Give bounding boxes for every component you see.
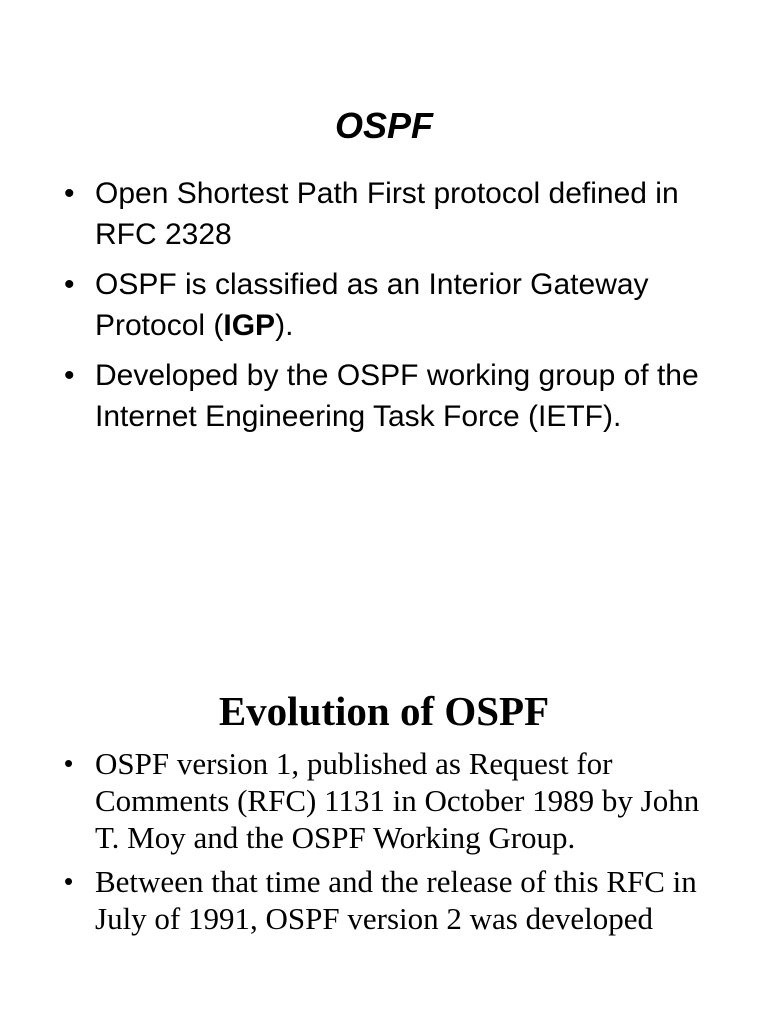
ospf-bullet-list bbox=[60, 173, 720, 446]
bullet-text-bold: IGP bbox=[223, 309, 276, 342]
bullet-text: Open Shortest Path First protocol defined in RFC 2328 bbox=[95, 177, 679, 251]
bullet-item bbox=[60, 863, 720, 937]
bullet-dot: • bbox=[64, 268, 75, 301]
bullet-item bbox=[60, 355, 720, 437]
bullet-dot: • bbox=[64, 359, 75, 392]
slide-title-ospf: OSPF bbox=[334, 105, 433, 147]
bullet-dot: • bbox=[64, 866, 74, 896]
bullet-item bbox=[60, 264, 720, 346]
bullet-text-pre: OSPF is classified as an Interior Gateway Protocol ( bbox=[95, 268, 649, 342]
bullet-text-post: ). bbox=[275, 309, 294, 342]
bullet-text: Between that time and the release of this RFC in July of 1991, OSPF version 2 was developed bbox=[95, 864, 697, 936]
slide-title-evolution: Evolution of OSPF bbox=[218, 688, 550, 735]
bullet-dot: • bbox=[64, 177, 75, 210]
bullet-text: Developed by the OSPF working group of the Internet Engineering Task Force (IETF). bbox=[95, 359, 699, 433]
evolution-bullet-list bbox=[60, 745, 720, 944]
bullet-item bbox=[60, 173, 720, 255]
bullet-text: OSPF version 1, published as Request for Comments (RFC) 1131 in October 1989 by John T. Moy and the OSPF Working Group. bbox=[95, 746, 700, 855]
bullet-item bbox=[60, 745, 720, 856]
bullet-dot: • bbox=[64, 748, 74, 778]
